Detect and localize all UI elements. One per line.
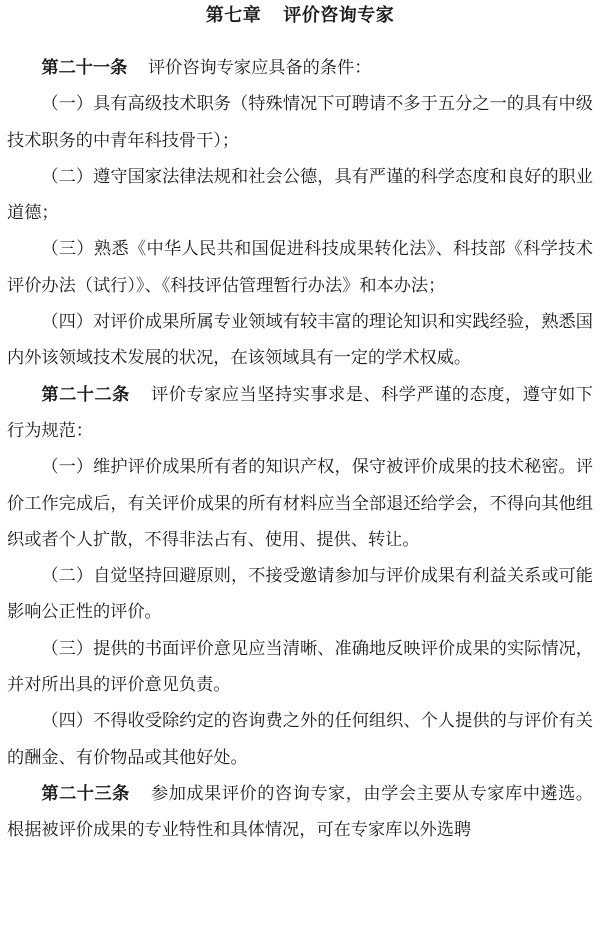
- article-23: [7, 776, 593, 849]
- article-22-item-1: （一）维护评价成果所有者的知识产权，保守被评价成果的技术秘密。评价工作完成后，有关评价成果的所有材料应当全部退还给学会，不得向其他组织或者个人扩散，不得非法占有、使用、提供、转让。: [7, 457, 593, 550]
- article-21-item-4: （四）对评价成果所属专业领域有较丰富的理论知识和实践经验，熟悉国内外该领域技术发展的状况，在该领域具有一定的学术权威。: [7, 312, 593, 369]
- chapter-number: 第七章: [205, 5, 262, 26]
- chapter-title: [0, 4, 600, 28]
- article-22-item-4: （四）不得收受除约定的咨询费之外的任何组织、个人提供的与评价有关的酬金、有价物品或其他好处。: [7, 711, 593, 768]
- article-number: 第二十二条: [41, 384, 130, 405]
- article-22-item-3: （三）提供的书面评价意见应当清晰、准确地反映评价成果的实际情况，并对所出具的评价意见负责。: [7, 638, 593, 696]
- chapter-name: 评价咨询专家: [283, 5, 395, 26]
- article-21-item-3: （三）熟悉《中华人民共和国促进科技成果转化法》、科技部《科学技术评价办法（试行）》、《科技评估管理暂行办法》和本办法；: [7, 239, 593, 296]
- article-22-item-2: （二）自觉坚持回避原则，不接受邀请参加与评价成果有利益关系或可能影响公正性的评价。: [7, 566, 593, 623]
- article-number: 第二十三条: [41, 783, 130, 804]
- article-21-item-2: （二）遵守国家法律法规和社会公德，具有严谨的科学态度和良好的职业道德；: [7, 166, 593, 224]
- article-text: 评价专家应当坚持实事求是、科学严谨的态度，遵守如下行为规范：: [7, 384, 593, 441]
- article-22: [7, 377, 593, 450]
- article-number: 第二十一条: [41, 58, 128, 78]
- article-text: 参加成果评价的咨询专家，由学会主要从专家库中遴选。根据被评价成果的专业特性和具体情况，可在专家库以外选聘: [7, 783, 593, 841]
- article-21-item-1: （一）具有高级技术职务（特殊情况下可聘请不多于五分之一的具有中级技术职务的中青年科技骨干）；: [7, 94, 593, 151]
- article-text: 评价咨询专家应具备的条件：: [147, 58, 372, 78]
- document-body: [7, 50, 593, 849]
- article-21: [7, 50, 593, 86]
